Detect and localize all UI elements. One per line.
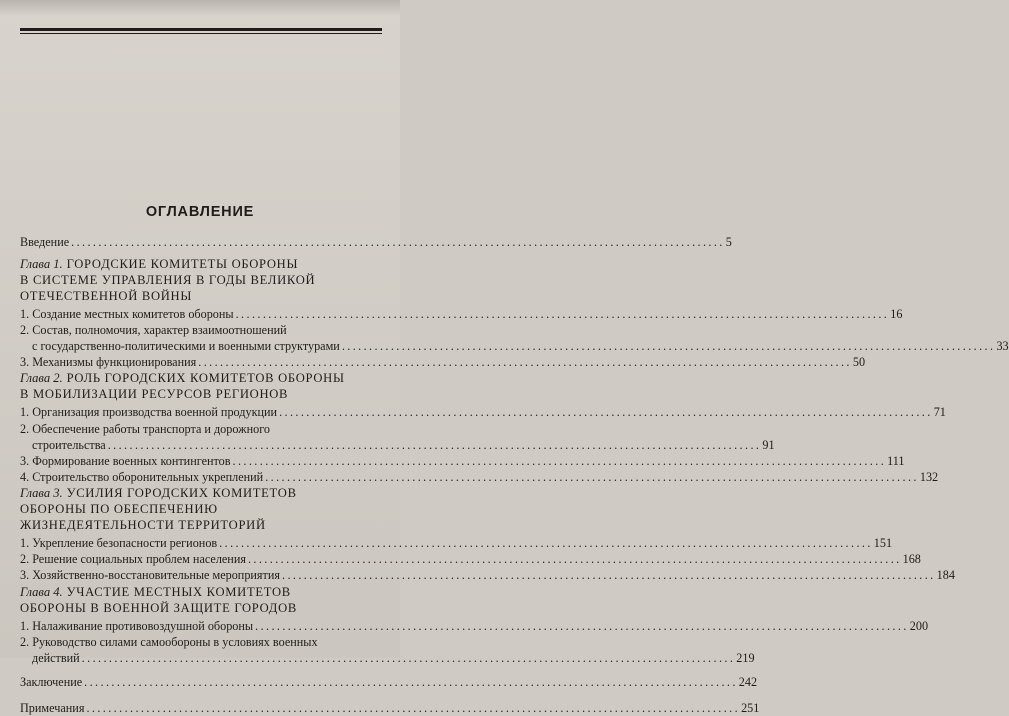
toc-entry[interactable] — [20, 551, 921, 567]
leader-dots: ........................................................................................................................ — [84, 675, 738, 689]
toc-entry[interactable] — [20, 634, 382, 650]
toc-page-number: 219 — [736, 651, 755, 665]
toc-entry-label: 1. Налаживание противовоздушной обороны — [20, 619, 254, 633]
toc-page-number: 251 — [741, 701, 760, 715]
toc-page-number: 184 — [936, 568, 955, 582]
toc-entry-label: действий — [32, 651, 80, 665]
toc-entry-label: строительства — [32, 438, 106, 452]
toc-entry-label: 1. Организация производства военной продукции — [20, 405, 278, 419]
toc-entry[interactable] — [20, 354, 866, 370]
toc-page-number: 151 — [873, 536, 893, 550]
toc-entry-continuation[interactable] — [32, 338, 1009, 354]
toc-entry[interactable] — [20, 535, 893, 551]
chapter-title: УСИЛИЯ ГОРОДСКИХ КОМИТЕТОВ — [66, 486, 297, 500]
leader-dots: ........................................................................................................................ — [235, 307, 890, 321]
toc-entry-label: Заключение — [20, 675, 83, 689]
toc-entry-label: 2. Обеспечение работы транспорта и дорожного — [20, 422, 270, 436]
chapter-1-heading[interactable] — [20, 256, 382, 272]
toc-entry-continuation[interactable] — [32, 650, 755, 666]
toc-page-number: 132 — [919, 470, 939, 484]
toc-page-number: 242 — [738, 675, 758, 689]
toc-page-number: 111 — [887, 454, 905, 468]
toc-entry-continuation[interactable] — [32, 437, 775, 453]
toc-entry-label: 1. Укрепление безопасности регионов — [20, 536, 218, 550]
toc-entry[interactable] — [20, 618, 929, 634]
chapter-3-title-line: ОБОРОНЫ ПО ОБЕСПЕЧЕНИЮ — [20, 502, 218, 516]
toc-entry[interactable] — [20, 421, 382, 437]
header-rule-thin — [20, 33, 382, 34]
chapter-2-heading[interactable] — [20, 370, 382, 386]
toc-entry-label: 3. Формирование военных контингентов — [20, 454, 231, 468]
toc-entry-label: 2. Решение социальных проблем населения — [20, 552, 246, 566]
leader-dots: ........................................................................................................................ — [232, 454, 887, 468]
leader-dots: ........................................................................................................................ — [219, 536, 873, 550]
chapter-title: ГОРОДСКИЕ КОМИТЕТЫ ОБОРОНЫ — [66, 257, 299, 271]
toc-entry[interactable] — [20, 469, 939, 485]
toc-page-number: 33 — [996, 339, 1009, 353]
chapter-3-title-line: ЖИЗНЕДЕЯТЕЛЬНОСТИ ТЕРРИТОРИЙ — [20, 518, 266, 532]
toc-entry[interactable] — [20, 322, 382, 338]
toc-page-number: 91 — [762, 438, 775, 452]
toc-entry-label: Введение — [20, 235, 70, 249]
toc-entry-label: 4. Строительство оборонительных укреплений — [20, 470, 264, 484]
leader-dots: ........................................................................................................................ — [255, 619, 909, 633]
toc-entry-label: Примечания — [20, 701, 85, 715]
leader-dots: ........................................................................................................................ — [341, 339, 996, 353]
toc-page-number: 71 — [933, 405, 946, 419]
chapter-4-title-line: ОБОРОНЫ В ВОЕННОЙ ЗАЩИТЕ ГОРОДОВ — [20, 601, 297, 615]
toc-page-number: 168 — [902, 552, 921, 566]
toc-entry[interactable] — [20, 453, 905, 469]
toc-page-number: 50 — [852, 355, 866, 369]
toc-entry[interactable] — [20, 567, 955, 583]
chapter-label: Глава 1. — [20, 257, 63, 271]
toc-entry-label: 2. Состав, полномочия, характер взаимоотношений — [20, 323, 287, 337]
toc-entry-label: с государственно-политическими и военными структурами — [32, 339, 340, 353]
toc-page-number: 16 — [890, 307, 903, 321]
toc-entry-notes[interactable] — [20, 700, 760, 716]
chapter-1-title-line: ОТЕЧЕСТВЕННОЙ ВОЙНЫ — [20, 289, 193, 303]
toc-entry-label: 3. Механизмы функционирования — [20, 355, 197, 369]
chapter-4-heading[interactable] — [20, 584, 382, 600]
leader-dots: ........................................................................................................................ — [71, 235, 725, 249]
chapter-label: Глава 4. — [20, 585, 63, 599]
toc-entry[interactable] — [20, 404, 946, 420]
toc-page-number: 5 — [725, 235, 732, 249]
leader-dots: ........................................................................................................................ — [247, 552, 902, 566]
leader-dots: ........................................................................................................................ — [279, 405, 933, 419]
chapter-1-title-line: В СИСТЕМЕ УПРАВЛЕНИЯ В ГОДЫ ВЕЛИКОЙ — [20, 273, 316, 287]
page-top-shadow — [0, 0, 400, 16]
leader-dots: ........................................................................................................................ — [282, 568, 936, 582]
toc-entry-label: 2. Руководство силами самообороны в условиях военных — [20, 635, 318, 649]
leader-dots: ........................................................................................................................ — [107, 438, 762, 452]
leader-dots: ........................................................................................................................ — [198, 355, 852, 369]
toc-entry-intro[interactable] — [20, 234, 732, 250]
toc-entry[interactable] — [20, 306, 903, 322]
leader-dots: ........................................................................................................................ — [86, 701, 741, 715]
page-title: ОГЛАВЛЕНИЕ — [145, 204, 255, 220]
leader-dots: ........................................................................................................................ — [265, 470, 919, 484]
chapter-3-heading[interactable] — [20, 485, 382, 501]
chapter-label: Глава 3. — [20, 486, 63, 500]
toc-entry-label: 3. Хозяйственно-восстановительные мероприятия — [20, 568, 280, 582]
chapter-label: Глава 2. — [20, 371, 63, 385]
chapter-2-title-line: В МОБИЛИЗАЦИИ РЕСУРСОВ РЕГИОНОВ — [20, 387, 289, 401]
header-rule-thick — [20, 28, 382, 31]
toc-entry-label: 1. Создание местных комитетов обороны — [20, 307, 234, 321]
toc-entry-conclusion[interactable] — [20, 674, 758, 690]
toc-page-number: 200 — [909, 619, 929, 633]
chapter-title: УЧАСТИЕ МЕСТНЫХ КОМИТЕТОВ — [66, 585, 291, 599]
chapter-title: РОЛЬ ГОРОДСКИХ КОМИТЕТОВ ОБОРОНЫ — [66, 371, 345, 385]
leader-dots: ........................................................................................................................ — [81, 651, 736, 665]
